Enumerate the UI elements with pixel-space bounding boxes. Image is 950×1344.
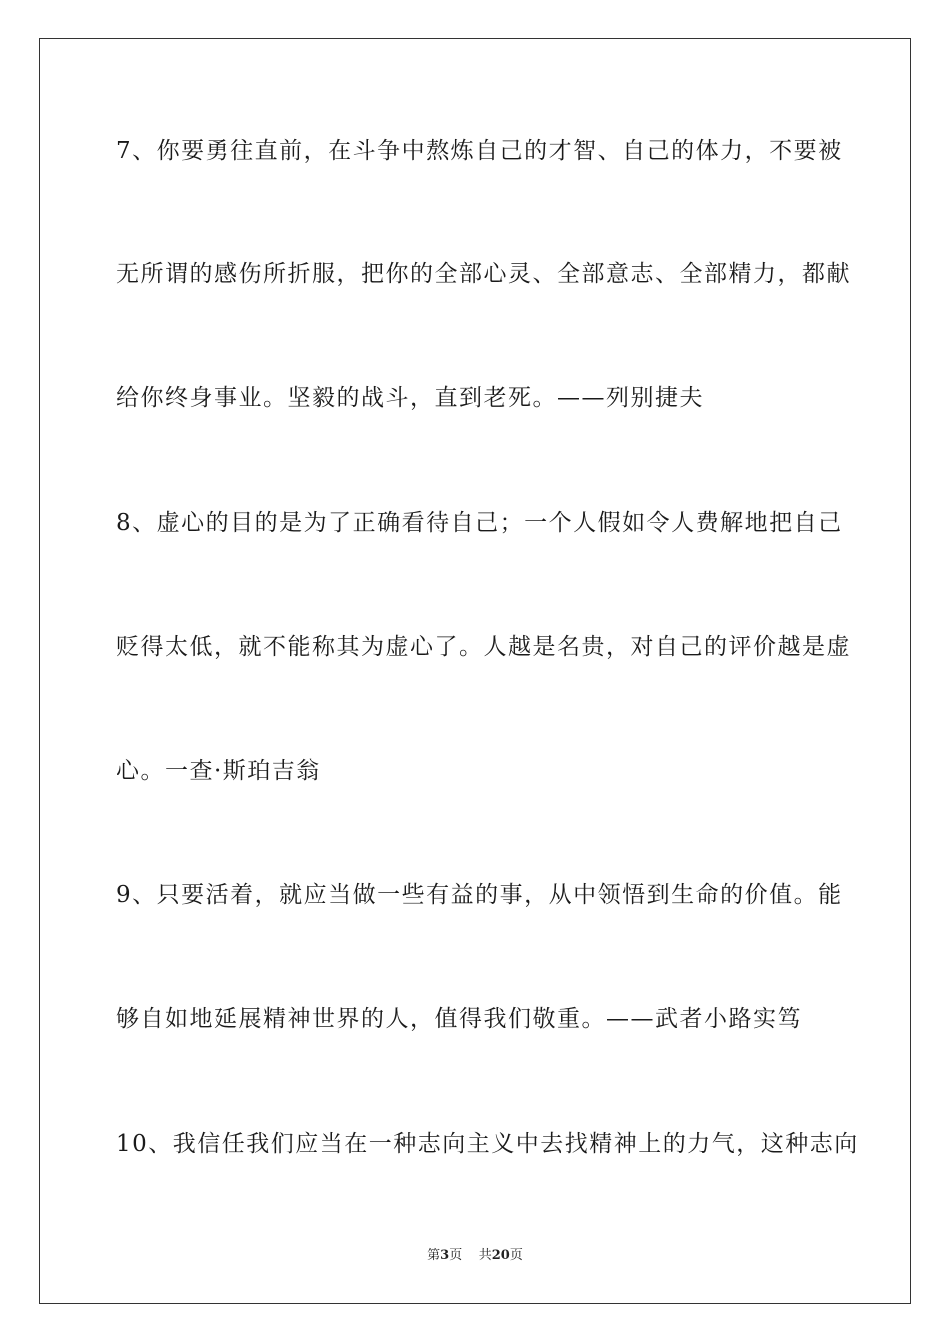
text-line: 7、你要勇往直前，在斗争中熬炼自己的才智、自己的体力，不要被	[116, 138, 843, 164]
text-line: 10、我信任我们应当在一种志向主义中去找精神上的力气，这种志向	[116, 1131, 859, 1157]
page-footer	[0, 1247, 950, 1265]
total-pages: 20	[491, 1248, 510, 1263]
page-suffix: 页	[449, 1248, 463, 1263]
text-line: 给你终身事业。坚毅的战斗，直到老死。——列别捷夫	[116, 385, 704, 411]
page-prefix: 第	[427, 1248, 441, 1263]
page-border	[39, 38, 911, 1304]
text-line: 够自如地延展精神世界的人，值得我们敬重。——武者小路实笃	[116, 1006, 802, 1032]
page-number: 3	[440, 1248, 450, 1263]
text-line: 心。一查·斯珀吉翁	[116, 758, 321, 784]
text-line: 无所谓的感伤所折服，把你的全部心灵、全部意志、全部精力，都献	[116, 261, 851, 287]
total-prefix: 共	[478, 1248, 492, 1263]
total-suffix: 页	[509, 1248, 523, 1263]
text-line: 8、虚心的目的是为了正确看待自己；一个人假如令人费解地把自己	[116, 510, 843, 536]
text-line: 贬得太低，就不能称其为虚心了。人越是名贵，对自己的评价越是虚	[116, 634, 851, 660]
text-line: 9、只要活着，就应当做一些有益的事，从中领悟到生命的价值。能	[116, 882, 843, 908]
